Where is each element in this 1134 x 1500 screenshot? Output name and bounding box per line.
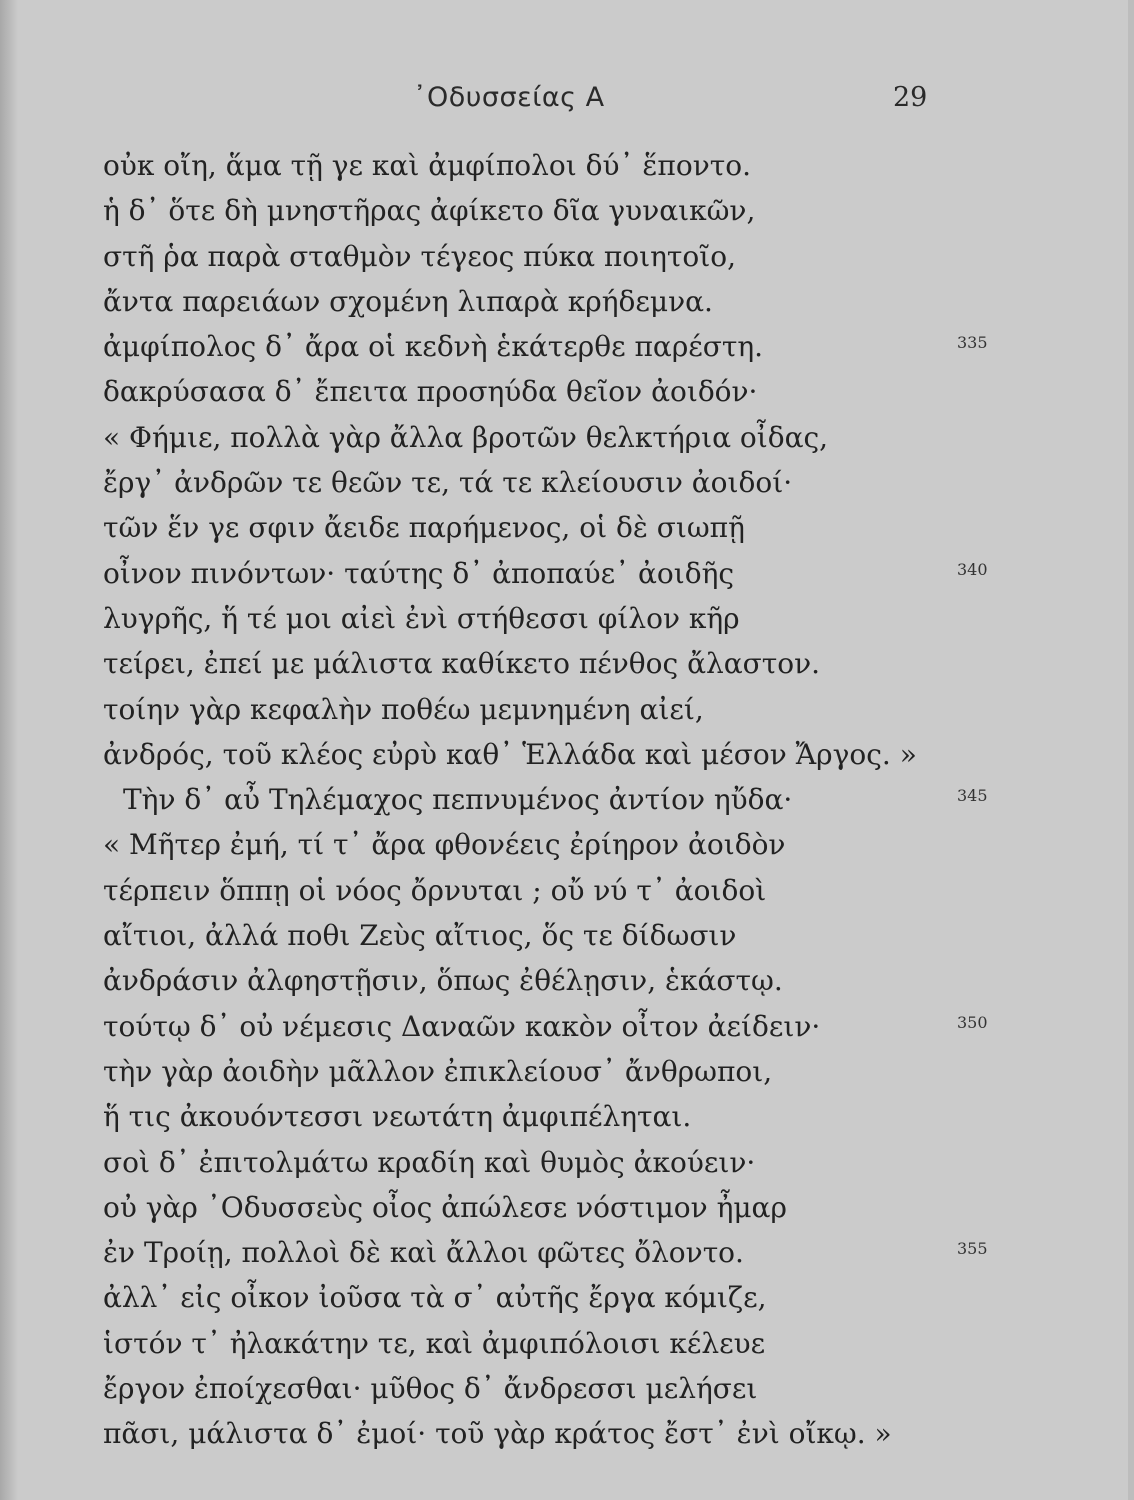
verse-text: ἥ τις ἀκουόντεσσι νεωτάτη ἀμφιπέληται. (103, 1100, 692, 1134)
verse-line (103, 596, 1003, 641)
verse-line (103, 1049, 1003, 1094)
verse-text: ἄντα παρειάων σχομένη λιπαρὰ κρήδεμνα. (103, 284, 713, 318)
verse-text: τείρει, ἐπεί με μάλιστα καθίκετο πένθος ἄλαστον. (103, 647, 821, 681)
verse-line (103, 777, 1003, 822)
verse-line (103, 958, 1003, 1003)
verse-line (103, 1275, 1003, 1320)
verse-text: ἱστόν τ᾽ ἠλακάτην τε, καὶ ἀμφιπόλοισι κέλευε (103, 1326, 766, 1360)
verse-text: δακρύσασα δ᾽ ἔπειτα προσηύδα θεῖον ἀοιδόν· (103, 375, 758, 409)
verse-text: σοὶ δ᾽ ἐπιτολμάτω κραδίη καὶ θυμὸς ἀκούειν· (103, 1145, 756, 1179)
verse-block (103, 143, 1003, 1457)
verse-text: « Φήμιε, πολλὰ γὰρ ἄλλα βροτῶν θελκτήρια οἶδας, (103, 420, 829, 454)
verse-text: ἀνδράσιν ἀλφηστῇσιν, ὅπως ἐθέλῃσιν, ἑκάστῳ. (103, 964, 783, 998)
line-number: 350 (957, 1012, 988, 1032)
verse-text: τούτῳ δ᾽ οὐ νέμεσις Δαναῶν κακὸν οἶτον ἀείδειν· (103, 1009, 821, 1043)
verse-line (103, 460, 1003, 505)
line-number: 335 (957, 333, 988, 353)
verse-line (103, 143, 1003, 188)
verse-line (103, 1411, 1003, 1456)
line-number: 345 (957, 786, 988, 806)
verse-text: Τὴν δ᾽ αὖ Τηλέμαχος πεπνυμένος ἀντίον ηὔδα· (123, 783, 793, 817)
verse-text: ἡ δ᾽ ὅτε δὴ μνηστῆρας ἀφίκετο δῖα γυναικῶν, (103, 194, 756, 228)
verse-line (103, 188, 1003, 233)
verse-text: οἶνον πινόντων· ταύτης δ᾽ ἀποπαύε᾽ ἀοιδῆς (103, 556, 735, 590)
verse-line (103, 687, 1003, 732)
verse-line (103, 1366, 1003, 1411)
verse-line (103, 1004, 1003, 1049)
verse-line (103, 415, 1003, 460)
verse-line (103, 913, 1003, 958)
verse-line (103, 505, 1003, 550)
verse-line (103, 641, 1003, 686)
page-number: 29 (893, 82, 928, 113)
verse-text: τοίην γὰρ κεφαλὴν ποθέω μεμνημένη αἰεί, (103, 692, 704, 726)
verse-line (103, 369, 1003, 414)
verse-line (103, 1094, 1003, 1139)
verse-text: τέρπειν ὅππῃ οἱ νόος ὄρνυται ; οὔ νύ τ᾽ ἀοιδοὶ (103, 873, 767, 907)
verse-text: ἀμφίπολος δ᾽ ἄρα οἱ κεδνὴ ἑκάτερθε παρέστη. (103, 330, 764, 364)
line-number: 340 (957, 559, 988, 579)
verse-text: « Μῆτερ ἐμή, τί τ᾽ ἄρα φθονέεις ἐρίηρον ἀοιδὸν (103, 828, 786, 862)
verse-line (103, 822, 1003, 867)
verse-text: ἀλλ᾽ εἰς οἶκον ἰοῦσα τὰ σ᾽ αὐτῆς ἔργα κόμιζε, (103, 1281, 767, 1315)
verse-line (103, 1185, 1003, 1230)
verse-text: αἴτιοι, ἀλλά ποθι Ζεὺς αἴτιος, ὅς τε δίδωσιν (103, 919, 737, 953)
verse-text: οὐκ οἴη, ἅμα τῇ γε καὶ ἀμφίπολοι δύ᾽ ἕποντο. (103, 149, 751, 182)
verse-line (103, 551, 1003, 596)
verse-text: ἔργον ἐποίχεσθαι· μῦθος δ᾽ ἄνδρεσσι μελήσει (103, 1372, 758, 1406)
verse-line (103, 732, 1003, 777)
verse-text: στῆ ῥα παρὰ σταθμὸν τέγεος πύκα ποιητοῖο, (103, 239, 736, 273)
verse-text: οὐ γὰρ ᾽Οδυσσεὺς οἶος ἀπώλεσε νόστιμον ἦμαρ (103, 1190, 787, 1224)
verse-text: ἐν Τροίῃ, πολλοὶ δὲ καὶ ἄλλοι φῶτες ὄλοντο. (103, 1236, 744, 1270)
running-head (0, 82, 1134, 126)
verse-line (103, 1140, 1003, 1185)
verse-line (103, 1321, 1003, 1366)
verse-text: ἔργ᾽ ἀνδρῶν τε θεῶν τε, τά τε κλείουσιν ἀοιδοί· (103, 466, 793, 500)
line-number: 355 (957, 1239, 988, 1259)
verse-text: λυγρῆς, ἥ τέ μοι αἰεὶ ἐνὶ στήθεσσι φίλον κῆρ (103, 601, 740, 635)
verse-line (103, 868, 1003, 913)
verse-text: πᾶσι, μάλιστα δ᾽ ἐμοί· τοῦ γὰρ κράτος ἔστ᾽ ἐνὶ οἴκῳ. » (103, 1417, 892, 1451)
verse-text: τῶν ἕν γε σφιν ἄειδε παρήμενος, οἱ δὲ σιωπῇ (103, 511, 745, 545)
running-title: ᾿Οδυσσείας Α (413, 82, 605, 113)
verse-line (103, 324, 1003, 369)
verse-line (103, 234, 1003, 279)
verse-line (103, 1230, 1003, 1275)
verse-text: τὴν γὰρ ἀοιδὴν μᾶλλον ἐπικλείουσ᾽ ἄνθρωποι, (103, 1054, 773, 1088)
verse-text: ἀνδρός, τοῦ κλέος εὐρὺ καθ᾽ Ἑλλάδα καὶ μέσον Ἄργος. » (103, 737, 917, 771)
verse-line (103, 279, 1003, 324)
